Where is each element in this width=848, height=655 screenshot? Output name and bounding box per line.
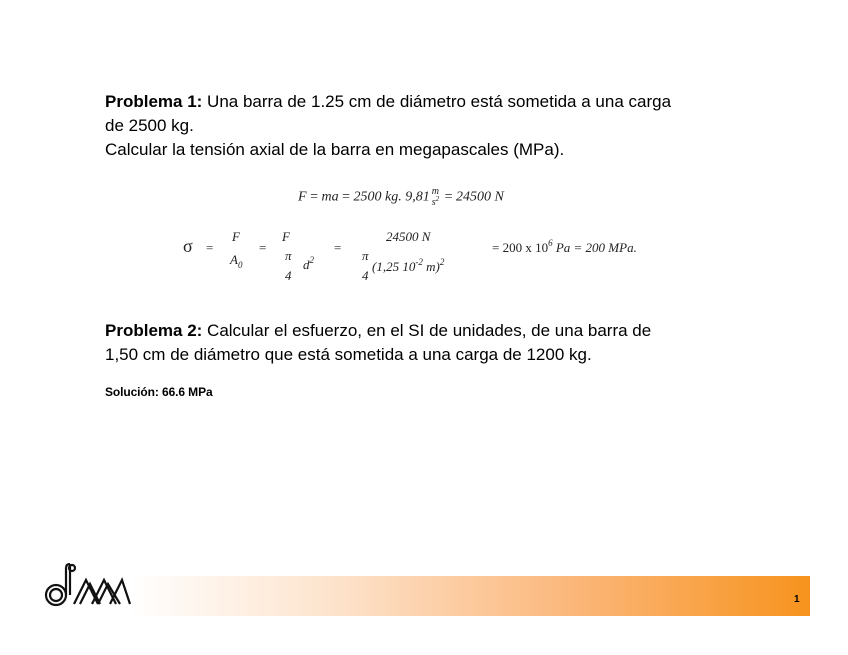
- eq2-a0-letter: A: [230, 252, 238, 267]
- force-equation: [298, 186, 504, 209]
- problem-2-line-2: 1,50 cm de diámetro que está sometida a una carga de 1200 kg.: [105, 345, 592, 364]
- eq2-numerator: 24500 N: [386, 229, 431, 244]
- eq-equals-3: =: [441, 189, 457, 205]
- problem-1-line-1: Una barra de 1.25 cm de diámetro está sometida a una carga: [202, 92, 672, 111]
- eq2-pi: π: [285, 248, 292, 263]
- eq2-d2: [303, 257, 314, 273]
- eq2-result-text: = 200 x 10: [492, 240, 549, 255]
- eq2-equals-1: =: [206, 240, 214, 255]
- eq-unit-num: m: [431, 186, 440, 197]
- eq-unit-den-exp: 2: [435, 195, 440, 203]
- page-number: 1: [794, 594, 800, 605]
- eq2-equals-2: =: [259, 240, 267, 255]
- eq2-equals-3: =: [334, 240, 342, 255]
- eq2-den-exp-2: 2: [439, 257, 445, 267]
- eq2-den-tail: m): [422, 259, 440, 274]
- problem-1: [105, 90, 765, 162]
- eq-result: 24500 N: [456, 189, 504, 205]
- eq-mass: 2500 kg. 9,81: [353, 189, 430, 205]
- problem-2-label: Problema 2:: [105, 321, 203, 340]
- eq2-pi-2: π: [362, 248, 369, 263]
- eq2-four-2: 4: [362, 268, 369, 283]
- eq2-denominator: [372, 259, 444, 275]
- footer-gradient-bar: [130, 576, 810, 616]
- solution-text: Solución: 66.6 MPa: [105, 385, 213, 399]
- eq2-d-exp: 2: [309, 255, 314, 265]
- eq-ma: ma: [321, 189, 339, 205]
- sigma-symbol: σ: [183, 236, 193, 256]
- problem-1-label: Problema 1:: [105, 92, 203, 111]
- eq-equals: =: [306, 189, 322, 205]
- eq2-result: [492, 240, 637, 256]
- problem-2-line-1: Calcular el esfuerzo, en el SI de unidades, de una barra de: [202, 321, 652, 340]
- eq2-den: (1,25 10: [372, 259, 416, 274]
- eq-unit-den: s: [431, 197, 436, 208]
- eq2-f-num-2: F: [282, 229, 290, 244]
- eq2-a0-sub: 0: [237, 260, 243, 270]
- dim-logo-icon: [42, 562, 134, 614]
- eq-equals-2: =: [338, 189, 354, 205]
- eq2-result-exp: 6: [548, 238, 553, 248]
- eq2-f-num: F: [232, 229, 240, 244]
- eq2-den-exp: -2: [415, 257, 423, 267]
- dim-logo: [42, 562, 134, 619]
- eq2-d: d: [303, 257, 310, 272]
- eq2-result-tail: Pa = 200 MPa.: [552, 240, 637, 255]
- eq2-a0: [230, 252, 242, 268]
- problem-2: [105, 319, 765, 367]
- eq2-four: 4: [285, 268, 292, 283]
- eq-force-symbol: F: [298, 189, 307, 205]
- problem-1-line-3: Calcular la tensión axial de la barra en megapascales (MPa).: [105, 140, 565, 159]
- problem-1-line-2: de 2500 kg.: [105, 116, 194, 135]
